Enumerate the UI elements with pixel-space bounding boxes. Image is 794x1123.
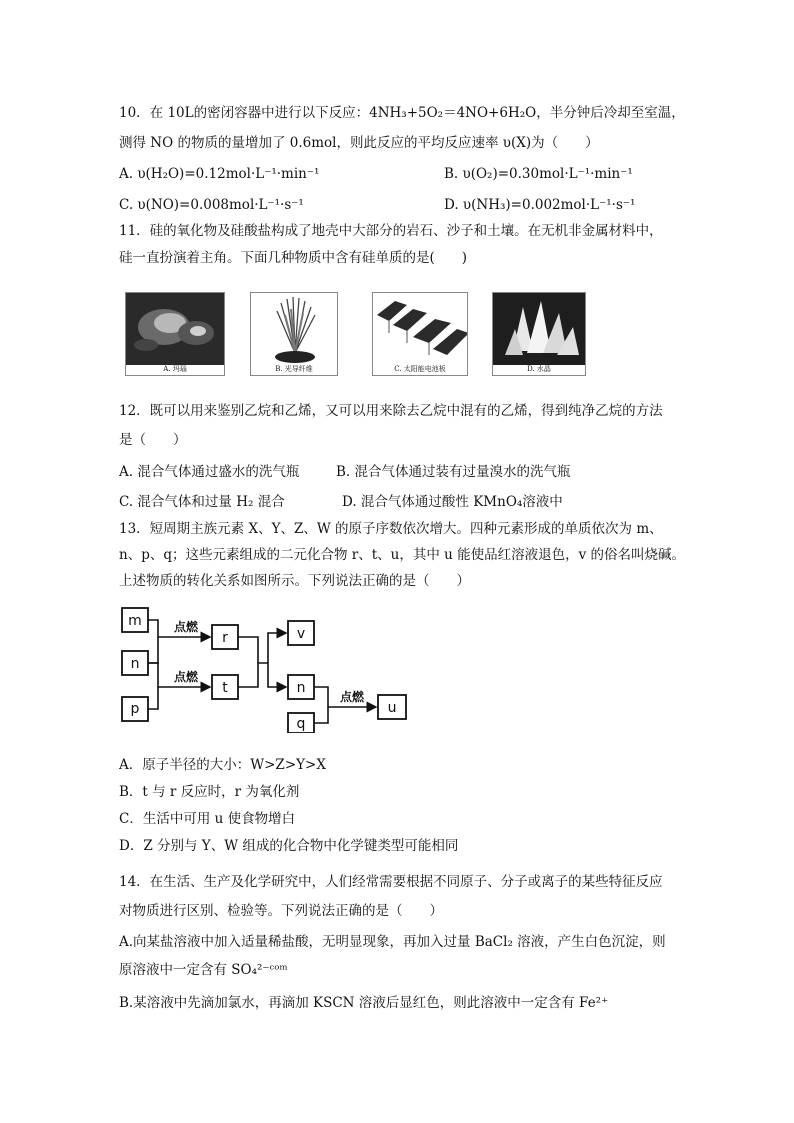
q14-line2: 对物质进行区别、检验等。下列说法正确的是（ ） [119, 903, 443, 919]
line-q-to-u [314, 707, 328, 723]
q10-option-a: A. υ(H₂O)=0.12mol·L⁻¹·min⁻¹ [119, 166, 320, 182]
q13-line3: 上述物质的转化关系如图所示。下列说法正确的是（ ） [119, 573, 470, 589]
arrow-to-n2 [268, 663, 286, 687]
agate-photo [125, 292, 225, 376]
ignite-label-2: 点燃 [173, 670, 199, 684]
label-u: u [387, 700, 397, 716]
label-p: p [130, 701, 140, 717]
q14-option-b-line1: B.某溶液中先滴加氯水，再滴加 KSCN 溶液后显红色，则此溶液中一定含有 Fe²⁺ [119, 995, 609, 1011]
q11-line1: 11．硅的氧化物及硅酸盐构成了地壳中大部分的岩石、沙子和土壤。在无机非金属材料中， [119, 223, 663, 239]
ignite-label-3: 点燃 [339, 690, 365, 704]
q10-line1: 10．在 10L的密闭容器中进行以下反应：4NH₃+5O₂＝4NO+6H₂O，半分钟后冷却至室温， [119, 105, 685, 121]
q14-line1: 14．在生活、生产及化学研究中，人们经常需要根据不同原子、分子或离子的某些特征反应 [119, 874, 663, 890]
q14-option-a-line1: A.向某盐溶液中加入适量稀盐酸，无明显现象，再加入过量 BaCl₂ 溶液，产生白色沉淀，则 [119, 934, 666, 950]
q13-option-b: B．t 与 r 反应时，r 为氧化剂 [119, 784, 300, 800]
ignite-label-1: 点燃 [173, 620, 199, 634]
agate-caption: A. 玛瑙 [163, 365, 187, 373]
q10-option-d: D. υ(NH₃)=0.002mol·L⁻¹·s⁻¹ [444, 197, 636, 213]
label-t: t [222, 680, 228, 696]
reaction-diagram [118, 603, 418, 733]
arrow-to-v [268, 633, 286, 663]
solar-panel-image [373, 293, 468, 365]
agate-image [126, 293, 225, 365]
label-v: v [296, 626, 306, 642]
quartz-crystal-caption: D. 水晶 [527, 365, 551, 373]
label-n2: n [296, 680, 306, 696]
quartz-crystal-photo [492, 292, 586, 376]
q12-option-c: C. 混合气体和过量 H₂ 混合 [119, 494, 285, 510]
q14-option-a-line2: 原溶液中一定含有 SO₄²⁻ᶜᵒᵐ [119, 962, 288, 978]
q13-line2: n、p、q；这些元素组成的二元化合物 r、t、u，其中 u 能使品红溶液退色，v 的俗名叫烧碱。 [119, 547, 686, 563]
q11-line2: 硅一直扮演着主角。下面几种物质中含有硅单质的是( ) [119, 250, 468, 266]
q12-option-b: B. 混合气体通过装有过量溴水的洗气瓶 [336, 464, 571, 480]
q13-option-a: A．原子半径的大小：W>Z>Y>X [119, 757, 326, 773]
label-r: r [222, 630, 228, 646]
label-q: q [296, 716, 306, 732]
optical-fiber-image [251, 293, 338, 365]
q10-option-c: C. υ(NO)=0.008mol·L⁻¹·s⁻¹ [119, 197, 304, 213]
line-r-merge [238, 637, 258, 663]
q10-option-b: B. υ(O₂)=0.30mol·L⁻¹·min⁻¹ [444, 166, 633, 182]
optical-fiber-photo [250, 292, 338, 376]
label-m: m [128, 613, 142, 629]
q13-option-d: D．Z 分别与 Y、W 组成的化合物中化学键类型可能相同 [119, 838, 459, 854]
line-p-to-t [148, 687, 158, 709]
solar-panel-photo [372, 292, 468, 376]
line-t-merge [238, 663, 268, 687]
q13-option-c: C．生活中可用 u 使食物增白 [119, 811, 296, 827]
q13-line1: 13．短周期主族元素 X、Y、Z、W 的原子序数依次增大。四种元素形成的单质依次为 m、 [119, 521, 663, 537]
q12-option-a: A. 混合气体通过盛水的洗气瓶 [119, 464, 300, 480]
label-n: n [130, 656, 140, 672]
solar-panel-caption: C. 太阳能电池板 [394, 365, 446, 373]
q12-option-d: D. 混合气体通过酸性 KMnO₄溶液中 [342, 494, 563, 510]
line-n-to-r [148, 637, 158, 663]
optical-fiber-caption: B. 光导纤维 [275, 365, 313, 373]
q12-line2: 是（ ） [119, 432, 187, 448]
q12-line1: 12．既可以用来鉴别乙烷和乙烯，又可以用来除去乙烷中混有的乙烯，得到纯净乙烷的方法 [119, 403, 663, 419]
q10-line2: 测得 NO 的物质的量增加了 0.6mol，则此反应的平均反应速率 υ(X)为（ ） [119, 135, 599, 151]
quartz-crystal-image [493, 293, 586, 365]
